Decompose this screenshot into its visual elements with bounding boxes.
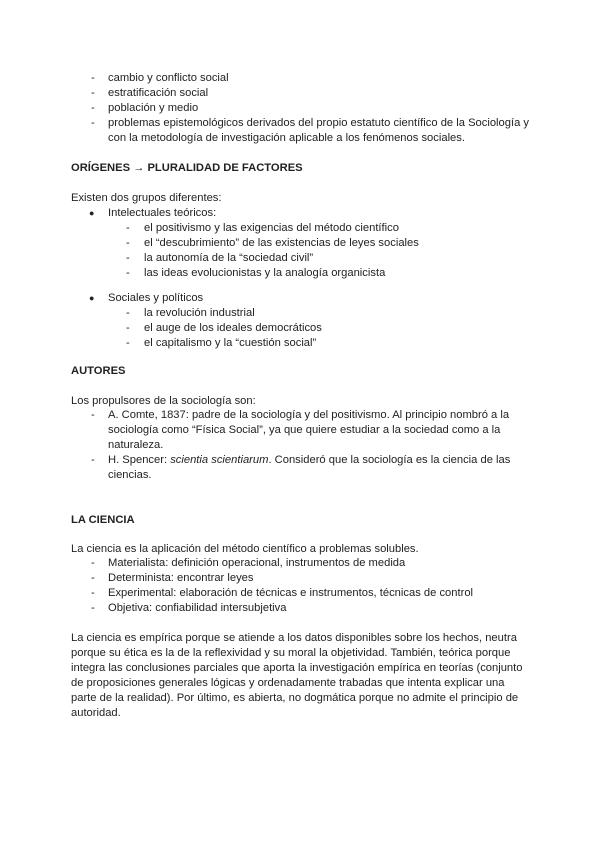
list-item-text: la revolución industrial [144, 307, 255, 319]
list-item-text: Determinista: encontrar leyes [108, 572, 254, 584]
list-item-text: Experimental: elaboración de técnicas e instrumentos, técnicas de control [108, 587, 474, 599]
autor-spencer [108, 453, 518, 483]
dash-marker: - [91, 102, 95, 114]
dash-marker: - [91, 587, 95, 599]
list-item [91, 453, 533, 483]
list-item-text: el auge de los ideales democráticos [144, 322, 322, 334]
autores-list [91, 408, 533, 483]
dash-marker: - [91, 572, 95, 584]
dash-marker: - [91, 72, 95, 84]
list-item-text: el positivismo y las exigencias del método científico [144, 222, 399, 234]
heading-autores: AUTORES [71, 365, 126, 377]
list-item-text: las ideas evolucionistas y la analogía organicista [144, 267, 386, 279]
origenes-intro: Existen dos grupos diferentes: [71, 192, 222, 204]
list-item-text: el capitalismo y la “cuestión social” [144, 337, 317, 349]
dash-marker: - [126, 252, 130, 264]
ciencia-paragraph: La ciencia es empírica porque se atiende a los datos disponibles sobre los hechos, neutra porque su ética es la de la reflexividad y su moral la objetividad. También, teórica porque integra las conclusiones parciales que aporta la investigación empírica en teorías (conjunto de proposiciones generales lógicas y ordenadamente trabadas que intenta explicar una parte de la realidad). Por último, es abierta, no dogmática porque no admite el principio de autoridad. [71, 632, 523, 719]
ciencia-intro: La ciencia es la aplicación del método científico a problemas solubles. [71, 543, 419, 555]
dash-marker: - [126, 337, 130, 349]
list-item [126, 236, 544, 251]
dash-marker: - [91, 409, 95, 421]
dash-marker: - [91, 557, 95, 569]
dash-marker: - [126, 237, 130, 249]
autores-intro: Los propulsores de la sociología son: [71, 395, 256, 407]
list-item [91, 408, 533, 453]
list-item [91, 71, 538, 86]
list-item [126, 221, 544, 236]
list-item [126, 251, 544, 266]
list-item [126, 306, 544, 321]
list-item-text: cambio y conflicto social [108, 72, 229, 84]
top-list [91, 71, 538, 146]
group-intelectuales-list [126, 221, 544, 281]
list-item [91, 86, 538, 101]
dash-marker: - [91, 602, 95, 614]
list-item [91, 571, 538, 586]
list-item-text: problemas epistemológicos derivados del propio estatuto científico de la Sociología y con la metodología de investigación aplicable a los fenómenos sociales. [108, 117, 530, 144]
dash-marker: - [91, 454, 95, 466]
list-item-text: estratificación social [108, 87, 209, 99]
dash-marker: - [126, 307, 130, 319]
dash-marker: - [126, 322, 130, 334]
group-label: Sociales y políticos [108, 292, 204, 304]
ciencia-list [91, 556, 538, 616]
list-item [126, 336, 544, 351]
list-item [91, 116, 538, 146]
origenes-group-intelectuales [89, 206, 538, 221]
list-item [91, 556, 538, 571]
dash-marker: - [91, 117, 95, 129]
list-item-text: Materialista: definición operacional, instrumentos de medida [108, 557, 406, 569]
spencer-suffix: . Consideró que la sociología es la ciencia de las ciencias. [108, 454, 511, 481]
group-sociales-list [126, 306, 544, 351]
group-label: Intelectuales teóricos: [108, 207, 217, 219]
list-item-text: población y medio [108, 102, 199, 114]
origenes-group-sociales [89, 291, 538, 306]
list-item [126, 321, 544, 336]
list-item-text: la autonomía de la “sociedad civil” [144, 252, 314, 264]
list-item [91, 586, 538, 601]
spencer-italic: scientia scientiarum [170, 454, 269, 466]
list-item [91, 101, 538, 116]
list-item-text: el “descubrimiento” de las existencias de leyes sociales [144, 237, 419, 249]
dash-marker: - [91, 87, 95, 99]
heading-origenes: ORÍGENES → PLURALIDAD DE FACTORES [71, 162, 303, 174]
spencer-prefix: H. Spencer: [108, 454, 171, 466]
dash-marker: - [126, 267, 130, 279]
heading-ciencia: LA CIENCIA [71, 514, 135, 526]
bullet-marker: ● [89, 293, 95, 303]
list-item-text: Objetiva: confiabilidad intersubjetiva [108, 602, 287, 614]
dash-marker: - [126, 222, 130, 234]
list-item [126, 266, 544, 281]
autor-comte: A. Comte, 1837: padre de la sociología y del positivismo. Al principio nombró a la sociología como “Física Social”, ya que quiere estudiar a la sociedad como a la naturaleza. [108, 409, 510, 451]
list-item [91, 601, 538, 616]
bullet-marker: ● [89, 208, 95, 218]
